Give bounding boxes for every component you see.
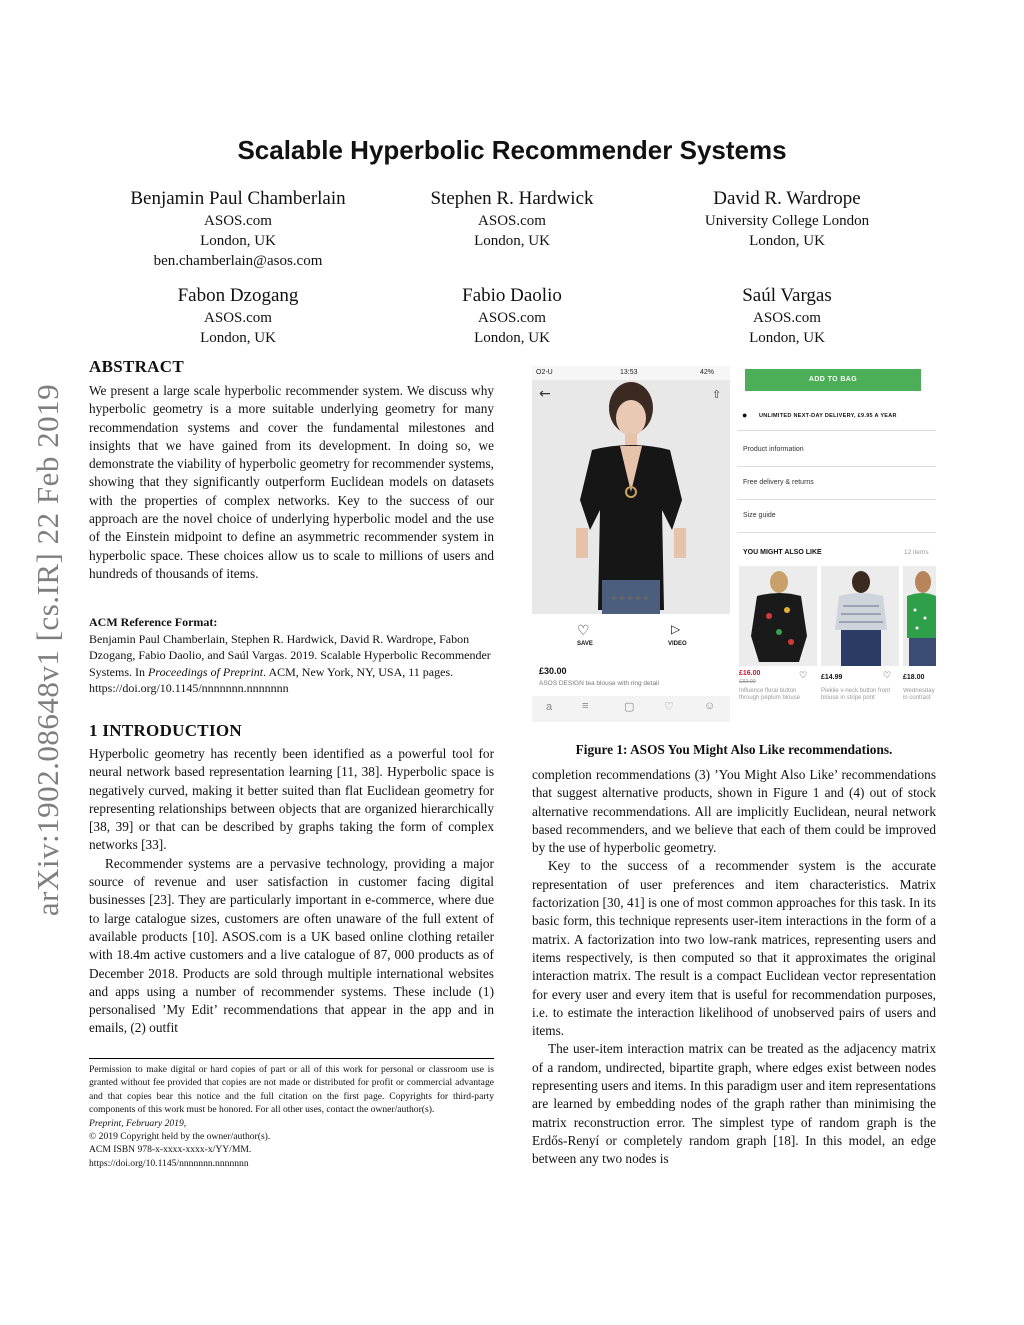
author-name: Fabon Dzogang (177, 285, 299, 306)
save-label[interactable]: SAVE (577, 641, 593, 647)
abstract-text (89, 382, 494, 583)
body-paragraph: Key to the success of a recommender system is the accurate representation of user preferences and item characteristics. Matrix factorization [30, 41] is one of most common approaches for this task. In its basic form, this technique represents user-item interactions in the form of a matrix. A factorization into two low-rank matrices, representing users and items respectively, is then computed so that it approximates the original interaction matrix. The result is a compact Euclidean vector representation for every user and every item that is useful for recommendation purposes, i.e. to estimate the interaction likelihood of unobserved pairs of users and items. (532, 858, 936, 1039)
product-info (532, 614, 730, 724)
status-time: 13:53 (620, 369, 638, 376)
carousel-dot[interactable] (612, 596, 616, 600)
carousel-dot[interactable] (636, 596, 640, 600)
intro-paragraph: Recommender systems are a pervasive technology, providing a major source of revenue and user satisfaction in customer facing digital businesses [23]. They are particularly important in e-commerce, where due to large catalogue sizes, customers are often unaware of the full extent of available products [10]. ASOS.com is a UK based online clothing retailer with 18.4m active customers and a live catalogue of 87, 000 products as of December 2018. Products are sold through multiple international websites and apps using a number of recommender systems. These include (1) personalised ’My Edit’ recommendations that appear in the app and in emails, (2) outfit (89, 855, 494, 1036)
back-arrow-icon[interactable]: ← (539, 386, 551, 402)
home-icon[interactable]: a (546, 701, 553, 713)
right-column-text (532, 766, 936, 1169)
footnote-venue (89, 1117, 494, 1130)
intro-heading: 1 INTRODUCTION (89, 721, 242, 740)
author-affiliation: ASOS.com (204, 213, 272, 229)
author-name: Stephen R. Hardwick (430, 188, 594, 209)
author-location: London, UK (474, 233, 550, 249)
status-bar (532, 366, 730, 380)
product-photo (532, 380, 730, 614)
author-location: London, UK (749, 330, 825, 346)
footnote-copyright: © 2019 Copyright held by the owner/author(s). (89, 1131, 271, 1143)
menu-item-label: Free delivery & returns (743, 479, 814, 486)
rec-old-price: £32.00 (739, 679, 756, 685)
acm-reference-authors: Benjamin Paul Chamberlain, Stephen R. Hardwick, David R. Wardrope, Fabon Dzogang, Fabio Daolio, and Saúl Vargas. 2019. Scalable Hyperbolic Recommender Systems. In (89, 631, 491, 679)
rec-description: Influence floral button through peplum blouse (739, 688, 801, 701)
author-name: Fabio Daolio (462, 285, 562, 306)
carousel-dot[interactable] (620, 596, 624, 600)
rec-price: £16.00 (739, 670, 761, 677)
delivery-text: UNLIMITED NEXT-DAY DELIVERY, £9.95 A YEAR (759, 413, 897, 419)
author-block (88, 187, 388, 271)
intro-text (89, 745, 494, 1038)
menu-item-product-info[interactable] (737, 434, 936, 467)
footnote-permission: Permission to make digital or hard copies of part or all of this work for personal or classroom use is granted without fee provided that copies are not made or distributed for profit or commercial advantage and that copies bear this notice and the full citation on the first page. Copyrights for third-party components of this work must be honored. For all other uses, contact the owner/author(s). (89, 1064, 494, 1116)
author-affiliation: ASOS.com (478, 213, 546, 229)
footnote-rule (89, 1058, 494, 1059)
acm-reference-label: ACM Reference Format: (89, 615, 218, 629)
carousel-dot[interactable] (644, 596, 648, 600)
delivery-icon: ● (742, 410, 748, 420)
rec-price: £18.00 (903, 674, 925, 681)
abstract-heading: ABSTRACT (89, 357, 184, 376)
carousel-dot[interactable] (628, 596, 632, 600)
rec-description: Pieklie v-neck button front blouse in stripe print (821, 688, 891, 701)
menu-item-size-guide[interactable] (737, 500, 936, 533)
saved-icon[interactable]: ♡ (664, 701, 674, 713)
recommendation-thumbnail[interactable] (739, 566, 817, 666)
acm-reference-rest: . ACM, New York, NY, USA, 11 pages. https://doi.org/10.1145/nnnnnnn.nnnnnnn (89, 664, 454, 695)
video-label[interactable]: VIDEO (668, 641, 687, 647)
ymal-title: YOU MIGHT ALSO LIKE (743, 549, 822, 556)
author-name: David R. Wardrope (713, 188, 861, 209)
footnote-venue-text: Preprint, February 2019, (89, 1117, 187, 1129)
paper-title: Scalable Hyperbolic Recommender Systems (237, 135, 787, 165)
figure-1 (532, 366, 936, 724)
product-price: £30.00 (539, 666, 567, 676)
rec-save-icon[interactable]: ♡ (799, 670, 808, 680)
account-icon[interactable]: ☺ (704, 700, 716, 712)
status-carrier: O2-U (536, 369, 553, 376)
footnote-doi[interactable]: https://doi.org/10.1145/nnnnnnn.nnnnnnn (89, 1157, 249, 1169)
acm-reference-venue: Proceedings of Preprint (148, 664, 264, 679)
rec-description: Wednesday in contrast (903, 688, 935, 701)
save-heart-icon[interactable]: ♡ (577, 622, 590, 638)
rec-save-icon[interactable]: ♡ (883, 670, 892, 680)
author-location: London, UK (200, 233, 276, 249)
footnote-isbn: ACM ISBN 978-x-xxxx-xxxx-x/YY/MM. (89, 1144, 252, 1156)
product-description: ASOS DESIGN tea blouse with ring detail (539, 680, 659, 687)
bag-icon[interactable]: ▢ (624, 701, 635, 713)
menu-item-label: Size guide (743, 512, 776, 519)
author-block (637, 284, 937, 348)
delivery-banner (737, 402, 936, 431)
rec-price: £14.99 (821, 674, 843, 681)
video-play-icon[interactable]: ▷ (671, 622, 681, 636)
recommendation-thumbnail[interactable] (903, 566, 936, 666)
recommendation-thumbnail[interactable] (821, 566, 899, 666)
author-block (362, 284, 662, 348)
abstract-paragraph: We present a large scale hyperbolic recommender system. We discuss why hyperbolic geometry is a more suitable underlying geometry for many recommendation systems and cover the fundamental milestones and insights that we have gained from its development. In doing so, we demonstrate the viability of hyperbolic geometry for recommender systems, showing that they significantly outperform Euclidean models on datasets with the properties of complex networks. Key to the success of our approach are the novel choice of underlying hyperbolic model and the use of the Einstein midpoint to define an asymmetric recommender system in hyperbolic space. These choices allow us to scale to millions of users and hundreds of thousands of items. (89, 383, 494, 581)
author-affiliation: ASOS.com (478, 310, 546, 326)
author-location: London, UK (200, 330, 276, 346)
figure-caption: Figure 1: ASOS You Might Also Like recommendations. (575, 742, 893, 757)
author-affiliation: University College London (704, 213, 870, 229)
arxiv-stamp-text: arXiv:1902.08648v1 [cs.IR] 22 Feb 2019 (30, 383, 66, 917)
acm-reference (89, 614, 494, 697)
acm-reference-text (89, 631, 494, 697)
bottom-tab-bar (532, 696, 730, 722)
model-illustration (532, 380, 730, 614)
author-block (637, 187, 937, 251)
menu-item-delivery[interactable] (737, 467, 936, 500)
author-name: Benjamin Paul Chamberlain (130, 188, 346, 209)
arxiv-stamp (18, 360, 78, 940)
author-name: Saúl Vargas (742, 285, 832, 306)
footnote (89, 1063, 494, 1170)
author-block (88, 284, 388, 348)
author-affiliation: ASOS.com (204, 310, 272, 326)
share-icon[interactable]: ⇧ (712, 388, 722, 401)
ymal-count: 12 items (904, 549, 929, 556)
author-block (362, 187, 662, 251)
body-paragraph: completion recommendations (3) ’You Might Also Like’ recommendations that suggest alternative products, shown in Figure 1 and (4) out of stock alternative recommendations. All are implicitly Euclidean, neural network based recommenders, and we believe that each of them could be improved by the use of hyperbolic geometry. (532, 767, 936, 856)
author-location: London, UK (474, 330, 550, 346)
author-email[interactable]: ben.chamberlain@asos.com (153, 253, 323, 269)
intro-paragraph: Hyperbolic geometry has recently been identified as a powerful tool for neural network based representation learning [11, 38]. Hyperbolic space is negatively curved, making it better suited than flat Euclidean geometry for representing relationships between objects that are organized hierarchically [38, 39] or that can be described by graphs taking the form of complex networks [33]. (89, 746, 494, 853)
author-affiliation: ASOS.com (753, 310, 821, 326)
phone-screenshot-product (532, 366, 730, 724)
status-battery: 42% (700, 369, 715, 376)
menu-item-label: Product information (743, 446, 804, 453)
author-location: London, UK (749, 233, 825, 249)
phone-screenshot-recommendations (737, 366, 936, 724)
add-to-bag-button[interactable]: ADD TO BAG (745, 369, 921, 391)
search-icon[interactable]: ≡ (582, 700, 589, 712)
body-paragraph: The user-item interaction matrix can be treated as the adjacency matrix of a random, undirected, bipartite graph, where edges exist between nodes representing users and items. In this paradigm user and item representations are learned by embedding nodes of the graph rather than minimising the matrix reconstruction error. The simplest type of random graph is the Erdős-Renyí or completely random graph [18]. In this model, an edge between any two nodes is (532, 1041, 936, 1167)
